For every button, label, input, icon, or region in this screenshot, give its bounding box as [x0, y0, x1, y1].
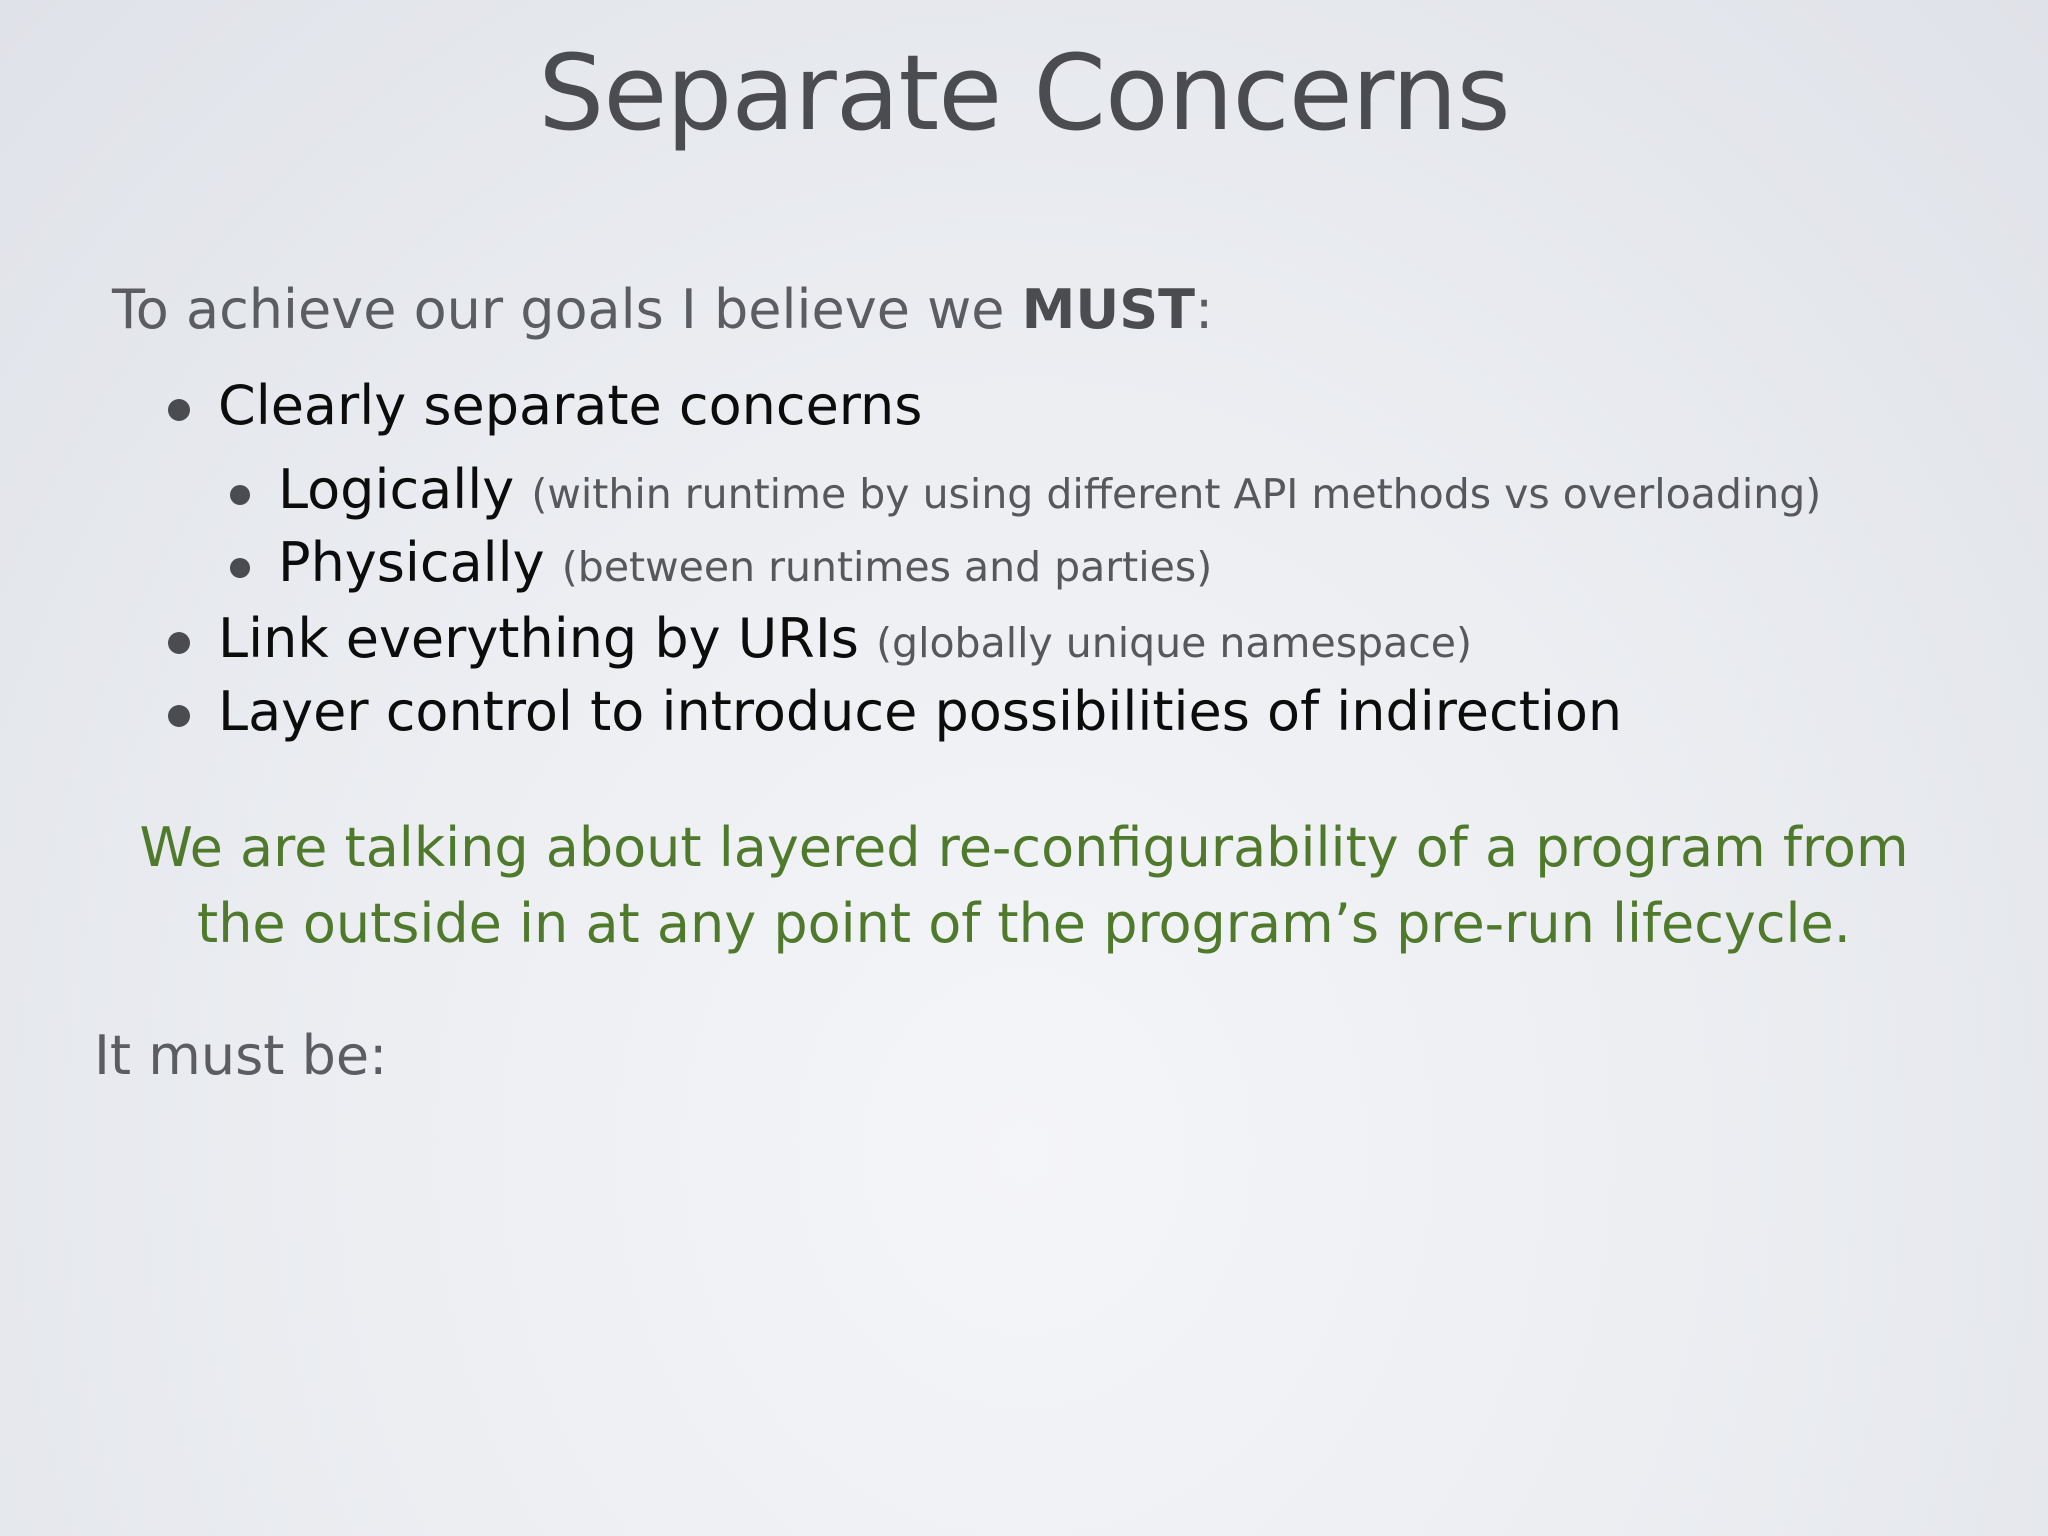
bullet-note: (between runtimes and parties) — [561, 543, 1213, 591]
bullet-note: (within runtime by using different API methods vs overloading) — [531, 470, 1822, 518]
outro-text: It must be: — [94, 1024, 388, 1087]
bullet-dot-icon — [168, 632, 190, 654]
bullet-link-uris — [218, 607, 1472, 672]
intro-suffix: : — [1194, 278, 1214, 341]
bullet-text: Physically — [278, 531, 545, 594]
bullet-dot-icon — [168, 399, 190, 421]
intro-text: To achieve our goals I believe we — [112, 278, 1022, 341]
bullet-logically — [278, 458, 1821, 523]
bullet-physically — [278, 531, 1212, 596]
bullet-text: Logically — [278, 458, 515, 521]
intro-emphasis: MUST — [1021, 278, 1195, 341]
highlight-line-2: the outside in at any point of the program’s pre-run lifecycle. — [197, 892, 1851, 955]
bullet-separate-concerns — [218, 374, 922, 439]
bullet-dot-icon — [168, 705, 190, 727]
bullet-dot-icon — [230, 558, 250, 578]
highlight-statement — [40, 810, 2008, 962]
bullet-note: (globally unique namespace) — [876, 619, 1472, 667]
intro-line — [112, 278, 1213, 343]
bullet-layer-control — [218, 680, 1622, 745]
bullet-text: Layer control to introduce possibilities of indirection — [218, 680, 1623, 743]
bullet-text: Link everything by URIs — [218, 607, 859, 670]
highlight-line-1: We are talking about layered re-configurability of a program from — [139, 816, 1909, 879]
slide-title: Separate Concerns — [538, 32, 1510, 154]
bullet-text: Clearly separate concerns — [218, 374, 923, 437]
bullet-dot-icon — [230, 485, 250, 505]
